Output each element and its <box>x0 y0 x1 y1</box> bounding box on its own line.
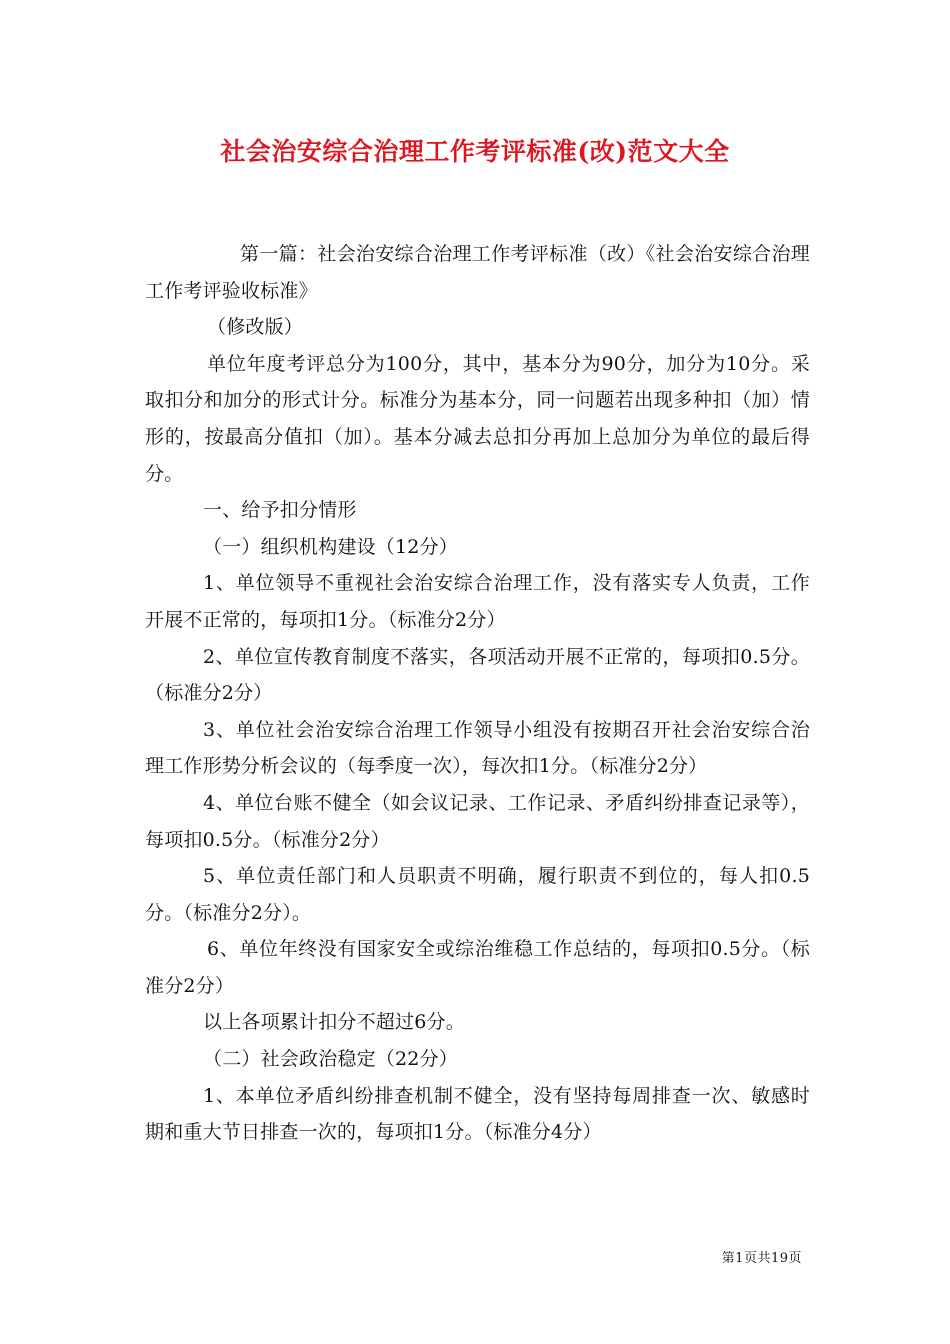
list-item: 6、单位年终没有国家安全或综治维稳工作总结的，每项扣0.5分。（标准分2分） <box>145 938 810 997</box>
list-item: 1、本单位矛盾纠纷排查机制不健全，没有坚持每周排查一次、敏感时期和重大节日排查一次的，每项扣1分。（标准分4分） <box>145 1084 810 1144</box>
subsection-heading: （一）组织机构建设（12分） <box>203 535 458 558</box>
list-item: 5、单位责任部门和人员职责不明确，履行职责不到位的，每人扣0.5分。（标准分2分）。 <box>145 865 810 924</box>
section-heading: 一、给予扣分情形 <box>203 499 357 522</box>
page-number: 第1页共19页 <box>721 1251 802 1266</box>
list-item: 2、单位宣传教育制度不落实，各项活动开展不正常的，每项扣0.5分。（标准分2分） <box>145 645 810 705</box>
summary-note: 以上各项累计扣分不超过6分。 <box>203 1011 465 1034</box>
subsection-heading: （二）社会政治稳定（22分） <box>203 1048 458 1071</box>
document-body <box>145 236 810 1151</box>
revision-note: （修改版） <box>207 316 304 339</box>
document-title: 社会治安综合治理工作考评标准(改)范文大全 <box>220 137 730 166</box>
list-item: 4、单位台账不健全（如会议记录、工作记录、矛盾纠纷排查记录等），每项扣0.5分。（标准分2分） <box>145 791 810 851</box>
intro-paragraph: 第一篇：社会治安综合治理工作考评标准（改）《社会治安综合治理工作考评验收标准》 <box>145 243 810 302</box>
scoring-paragraph: 单位年度考评总分为100分，其中，基本分为90分，加分为10分。采取扣分和加分的形式计分。标准分为基本分，同一问题若出现多种扣（加）情形的，按最高分值扣（加）。基本分减去总扣分再加上总加分为单位的最后得分。 <box>145 352 810 485</box>
list-item: 1、单位领导不重视社会治安综合治理工作，没有落实专人负责，工作开展不正常的，每项扣1分。（标准分2分） <box>145 572 810 631</box>
list-item: 3、单位社会治安综合治理工作领导小组没有按期召开社会治安综合治理工作形势分析会议的（每季度一次），每次扣1分。（标准分2分） <box>145 718 810 778</box>
